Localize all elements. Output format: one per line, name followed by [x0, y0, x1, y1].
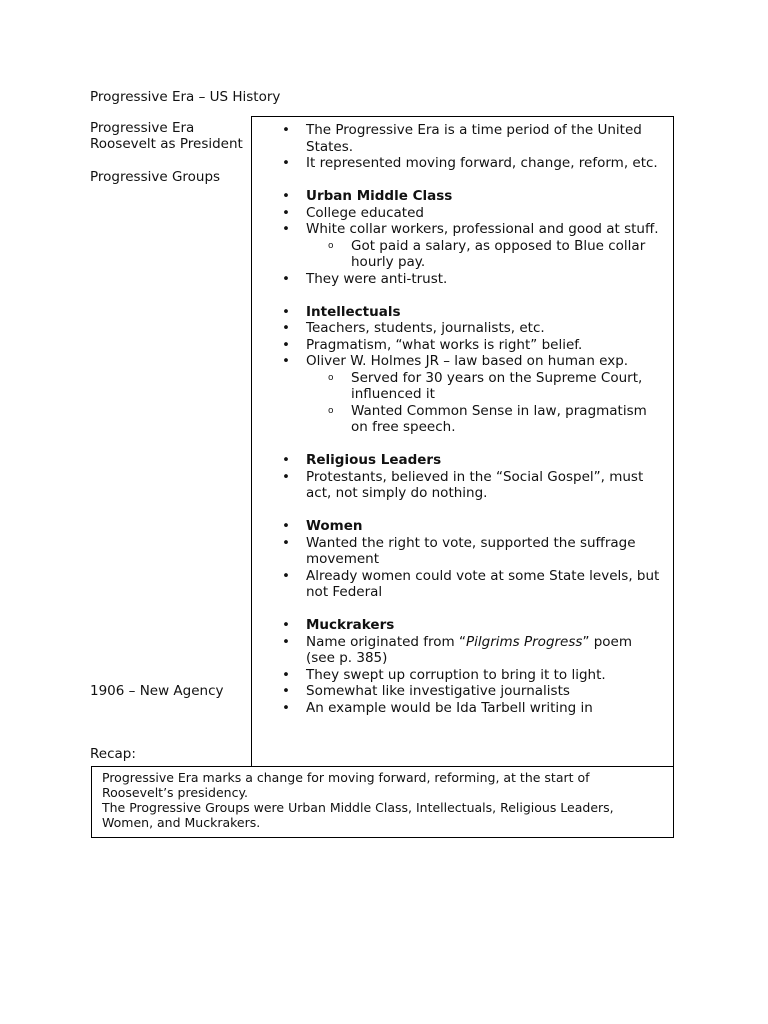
bullet-icon: • [282, 518, 290, 534]
bullet-icon: • [282, 683, 290, 699]
list-item: • They were anti-trust. [282, 270, 448, 287]
sub-list-item: o Served for 30 years on the Supreme Court, influenced it [328, 369, 643, 402]
bullet-icon: • [282, 155, 290, 171]
cue-roosevelt: Roosevelt as President [90, 136, 243, 152]
bullet-icon: • [282, 336, 290, 353]
bullet-icon: • [282, 221, 290, 237]
circle-bullet-icon: o [328, 405, 334, 416]
page-title: Progressive Era – US History [90, 89, 281, 105]
notes-list [252, 122, 674, 716]
section-heading-religious: • Religious Leaders [282, 452, 442, 468]
bullet-icon: • [282, 567, 290, 584]
bullet-icon: • [282, 188, 290, 204]
list-item: • It represented moving forward, change, reform, etc. [282, 155, 658, 171]
bullet-icon: • [282, 617, 290, 633]
recap-line: Progressive Era marks a change for moving forward, reforming, at the start of Roosevelt’s presidency. [102, 770, 590, 800]
bullet-icon: • [282, 270, 290, 287]
list-item: • An example would be Ida Tarbell writing in [282, 699, 593, 716]
list-item: • Somewhat like investigative journalists [282, 683, 570, 699]
bullet-icon: • [282, 320, 290, 336]
list-item: • Oliver W. Holmes JR – law based on human exp. [282, 353, 629, 369]
bullet-icon: • [282, 204, 290, 221]
bullet-icon: • [282, 534, 290, 551]
recap-box [91, 766, 674, 838]
cue-progressive-era: Progressive Era [90, 120, 195, 136]
circle-bullet-icon: o [328, 240, 334, 251]
bullet-icon: • [282, 122, 290, 138]
bullet-icon: • [282, 699, 290, 716]
list-item: • Protestants, believed in the “Social Gospel”, must act, not simply do nothing. [282, 468, 644, 501]
list-item: • They swept up corruption to bring it to light. [282, 666, 606, 683]
bullet-icon: • [282, 303, 290, 320]
list-item: • Pragmatism, “what works is right” belief. [282, 336, 583, 353]
notes-column [251, 116, 674, 766]
list-item: • The Progressive Era is a time period of the United States. [282, 122, 642, 155]
bullet-icon: • [282, 353, 290, 369]
list-item: • Name originated from “Pilgrims Progress” poem (see p. 385) [282, 633, 633, 666]
bullet-icon: • [282, 633, 290, 650]
cue-new-agency: 1906 – New Agency [90, 683, 224, 699]
list-item: • College educated [282, 204, 424, 221]
bullet-icon: • [282, 452, 290, 468]
section-heading-urban: • Urban Middle Class [282, 188, 453, 204]
section-heading-muckrakers: • Muckrakers [282, 617, 395, 633]
section-heading-intellectuals: • Intellectuals [282, 303, 401, 320]
sub-list-item: o Wanted Common Sense in law, pragmatism on free speech. [328, 402, 647, 435]
bullet-icon: • [282, 666, 290, 683]
sub-list-item: o Got paid a salary, as opposed to Blue collar hourly pay. [328, 237, 646, 270]
recap-line: The Progressive Groups were Urban Middle Class, Intellectuals, Religious Leaders, Women, and Muckrakers. [102, 800, 614, 830]
list-item: • Wanted the right to vote, supported the suffrage movement [282, 534, 636, 567]
list-item: • Already women could vote at some State levels, but not Federal [282, 567, 660, 600]
cue-recap: Recap: [90, 746, 136, 762]
section-heading-women: • Women [282, 518, 363, 534]
cue-progressive-groups: Progressive Groups [90, 169, 221, 185]
list-item: • Teachers, students, journalists, etc. [282, 320, 545, 336]
circle-bullet-icon: o [328, 372, 334, 383]
list-item: • White collar workers, professional and good at stuff. [282, 221, 659, 237]
bullet-icon: • [282, 468, 290, 485]
